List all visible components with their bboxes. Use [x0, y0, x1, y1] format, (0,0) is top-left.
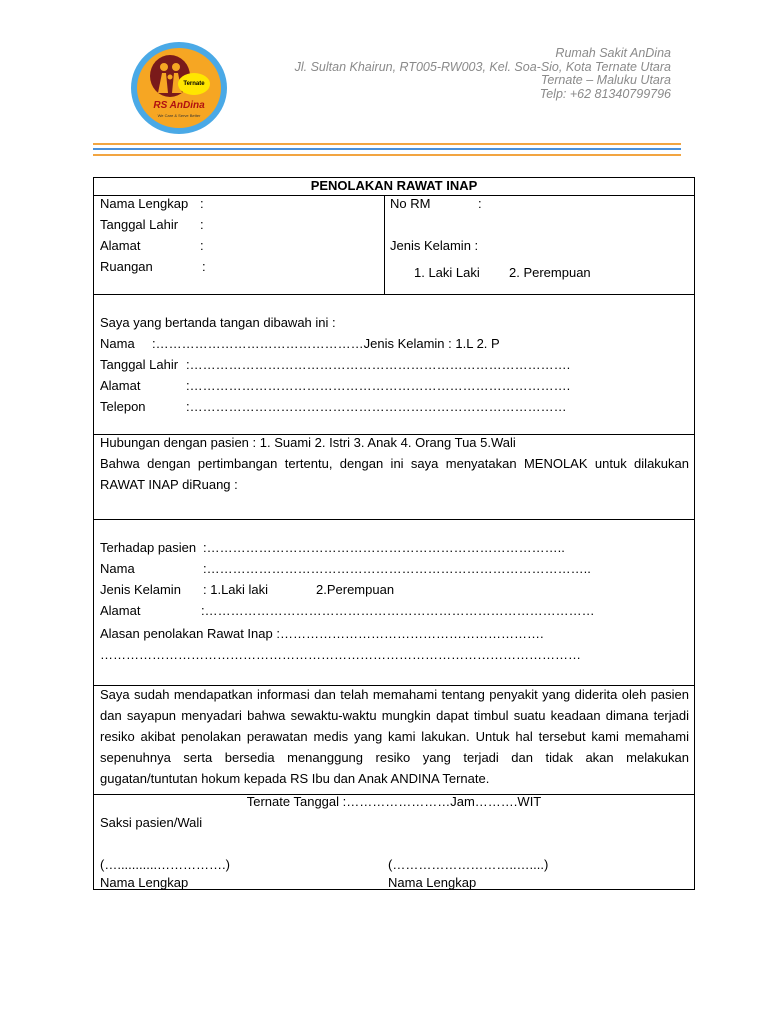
- column-divider: [384, 195, 385, 294]
- signer-phone-label: Telepon: [100, 399, 146, 414]
- witness-signature-field: (…...........…………….): [100, 857, 230, 872]
- target-address-label: Alamat: [100, 603, 141, 618]
- divider: [93, 294, 695, 295]
- date-time-line: Ternate Tanggal :……………………Jam……….WIT: [246, 794, 542, 809]
- signer-name-label: Nama: [100, 336, 135, 351]
- patient-dob-colon: :: [200, 217, 204, 232]
- signer-dob-field: :…………………………………………………………………………….: [186, 357, 571, 372]
- patient-name-colon: :: [200, 196, 204, 211]
- relationship-line: Hubungan dengan pasien : 1. Suami 2. Istri 3. Anak 4. Orang Tua 5.Wali: [100, 435, 516, 450]
- target-gender-female: 2.Perempuan: [316, 582, 395, 597]
- witness-name-label: Nama Lengkap: [100, 875, 189, 890]
- signer-name-field: :…………………………………………Jenis Kelamin : 1.L 2. P: [152, 336, 500, 351]
- signer-intro: Saya yang bertanda tangan dibawah ini :: [100, 315, 336, 330]
- witness-label: Saksi pasien/Wali: [100, 815, 203, 830]
- patient-address-colon: :: [200, 238, 204, 253]
- target-patient-field: :………………………………………………………………………..: [203, 540, 565, 555]
- logo-name: RS AnDina: [153, 100, 205, 111]
- signer-name-label-bottom: Nama Lengkap: [388, 875, 477, 890]
- header-divider-blue: [93, 148, 681, 150]
- patient-room-colon: :: [202, 259, 206, 274]
- divider: [93, 519, 695, 520]
- refusal-reason-continuation: …………………………………………………………………………………………………: [100, 647, 581, 662]
- form-title: PENOLAKAN RAWAT INAP: [310, 178, 478, 193]
- patient-address-label: Alamat: [100, 238, 141, 253]
- gender-option-female: 2. Perempuan: [509, 265, 591, 280]
- signer-phone-field: :……………………………………………………………………………: [186, 399, 567, 414]
- medical-record-colon: :: [478, 196, 482, 211]
- target-name-field: :……………………………………………………………………………..: [203, 561, 591, 576]
- patient-dob-label: Tanggal Lahir: [100, 217, 179, 232]
- signer-address-label: Alamat: [100, 378, 141, 393]
- gender-option-male: 1. Laki Laki: [414, 265, 480, 280]
- address-city: Ternate – Maluku Utara: [540, 73, 671, 87]
- header-divider-orange-2: [93, 154, 681, 156]
- header-divider-orange: [93, 143, 681, 145]
- patient-name-label: Nama Lengkap: [100, 196, 189, 211]
- target-gender-male: : 1.Laki laki: [203, 582, 269, 597]
- target-patient-label: Terhadap pasien: [100, 540, 197, 555]
- hospital-address: [295, 47, 671, 101]
- gender-label: Jenis Kelamin :: [390, 238, 479, 253]
- logo-tagline: We Care & Serve Better: [157, 113, 201, 118]
- refusal-reason-field: Alasan penolakan Rawat Inap :…………………………………………………….: [100, 626, 544, 641]
- target-name-label: Nama: [100, 561, 135, 576]
- medical-record-label: No RM: [390, 196, 431, 211]
- target-gender-label: Jenis Kelamin: [100, 582, 181, 597]
- address-name: Rumah Sakit AnDina: [555, 46, 671, 60]
- patient-room-label: Ruangan: [100, 259, 153, 274]
- address-street: Jl. Sultan Khairun, RT005-RW003, Kel. Soa-Sio, Kota Ternate Utara: [294, 59, 671, 74]
- signer-address-field: :…………………………………………………………………………….: [186, 378, 571, 393]
- target-address-field: :………………………………………………………………………………: [201, 603, 595, 618]
- logo-badge: Ternate: [178, 73, 210, 95]
- address-phone: Telp: +62 81340799796: [539, 86, 671, 101]
- refusal-statement: Bahwa dengan pertimbangan tertentu, dengan ini saya menyatakan MENOLAK untuk dilakukan RAWAT INAP diRuang :: [100, 456, 689, 492]
- signer-dob-label: Tanggal Lahir: [100, 357, 179, 372]
- signer-signature-field: (………………………..…....): [388, 857, 549, 872]
- declaration-text: Saya sudah mendapatkan informasi dan telah memahami tentang penyakit yang diderita oleh pasien dan sayapun menyadari bahwa sewaktu-waktu mungkin dapat timbul suatu keadaan dimana terjadi resiko akibat penolakan perawatan medis yang kami lakukan. Untuk hal tersebut kami memahami sepenuhnya serta bersedia menanggung resiko yang terjadi dan tidak akan melakukan gugatan/tuntutan hokum kepada RS Ibu dan Anak ANDINA Ternate.: [100, 687, 689, 786]
